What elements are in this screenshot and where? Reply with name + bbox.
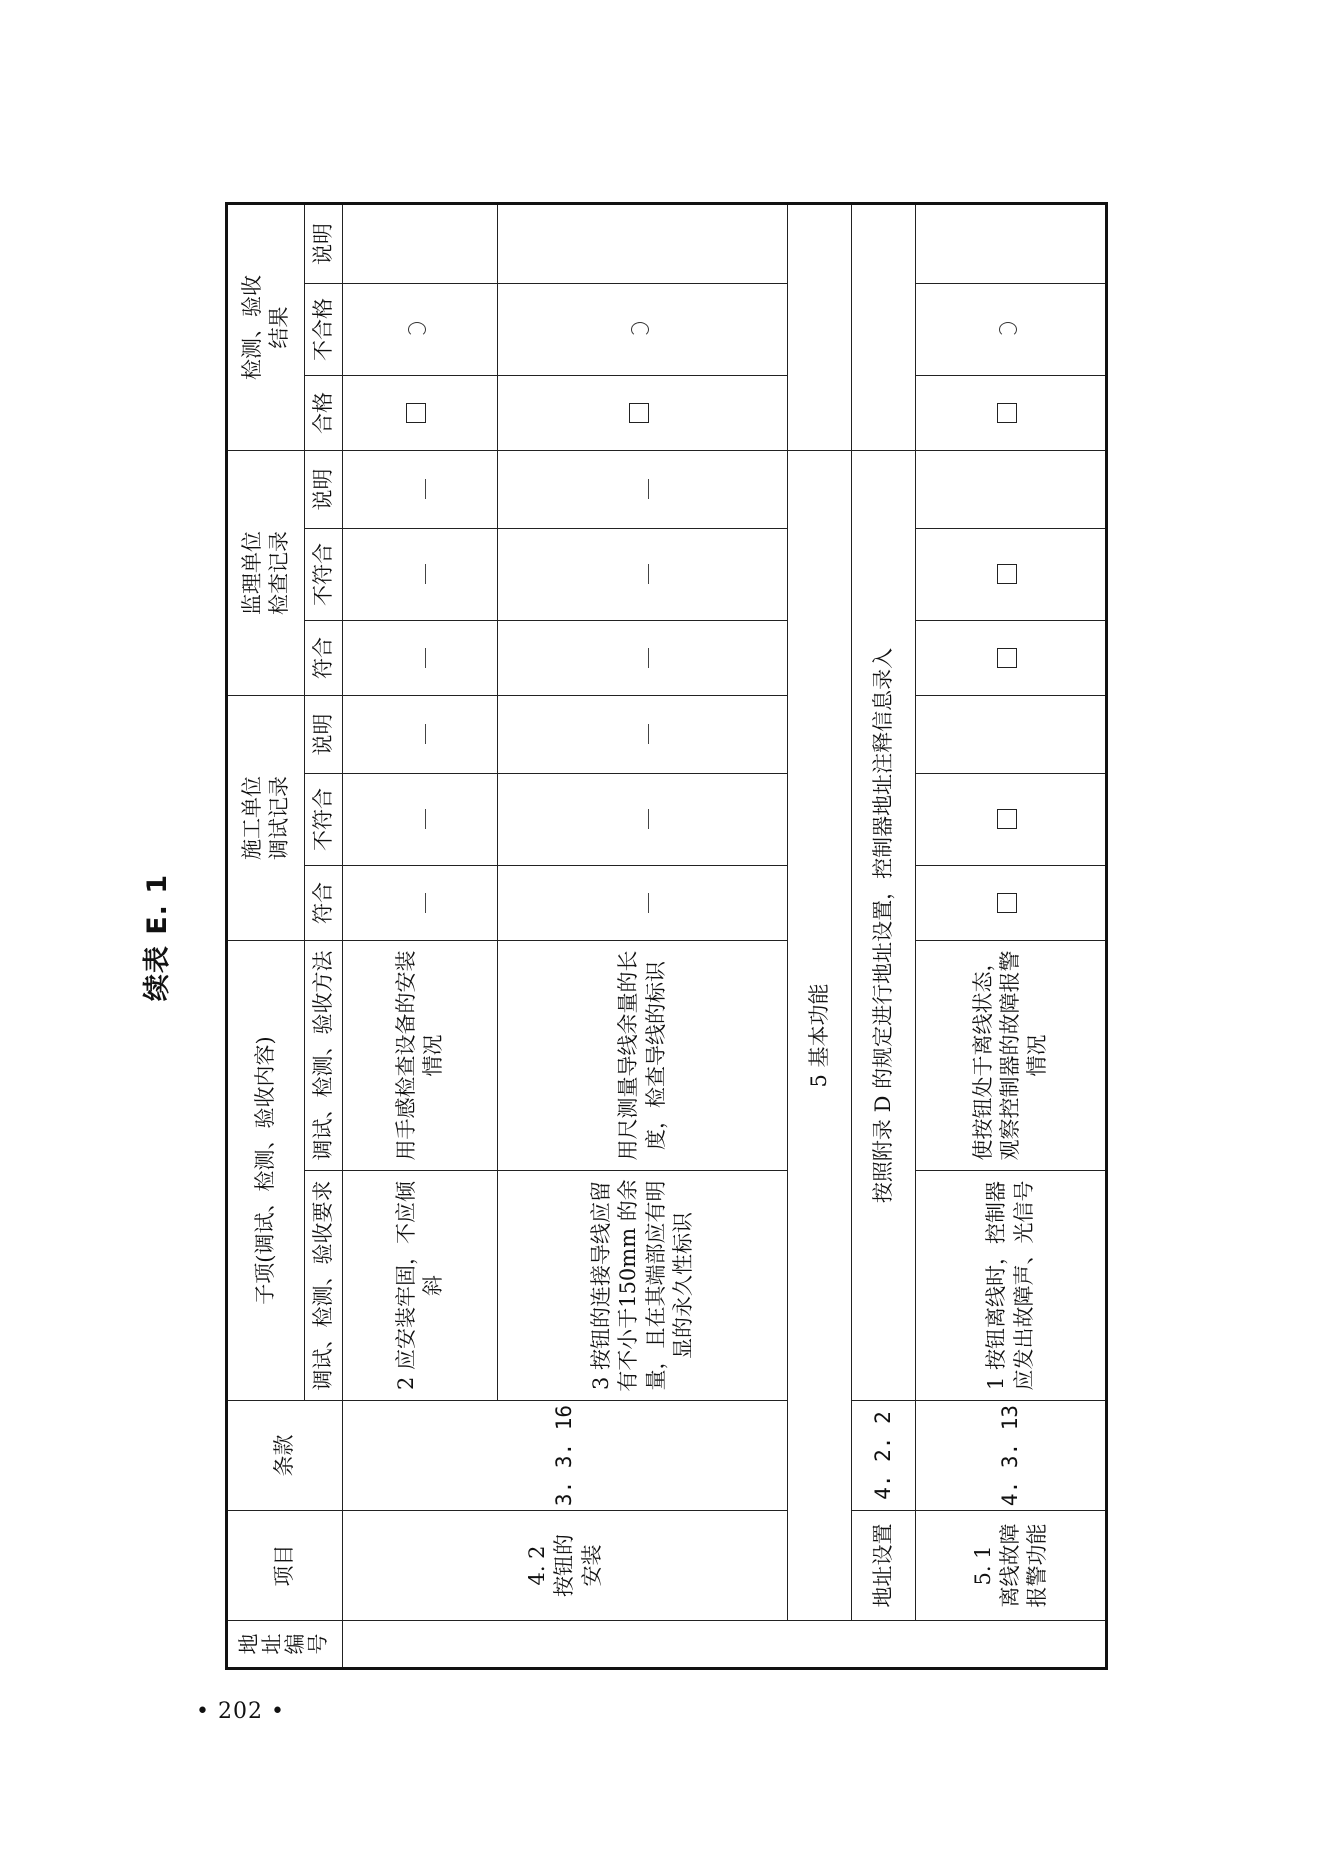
header-contractor-l2: 调试记录 — [267, 775, 291, 860]
contractor-note-cell — [498, 695, 788, 773]
contractor-note-cell — [343, 695, 498, 773]
checkbox-icon[interactable] — [997, 648, 1017, 668]
item-cell-4-2 — [343, 1511, 788, 1621]
checkbox-icon[interactable] — [997, 809, 1017, 829]
dash-mark — [425, 479, 426, 499]
header-result-pass: 合格 — [305, 375, 343, 450]
dash-mark — [648, 479, 649, 499]
checkbox-icon[interactable] — [997, 403, 1017, 423]
contractor-conform-cell — [498, 865, 788, 940]
checkbox-icon[interactable] — [997, 893, 1017, 913]
result-fail-cell[interactable] — [498, 283, 788, 375]
address-result-blank — [852, 203, 916, 450]
contractor-conform-cell — [343, 865, 498, 940]
result-fail-cell[interactable] — [343, 283, 498, 375]
result-note-cell — [916, 203, 1107, 283]
supervisor-note-cell — [498, 450, 788, 528]
table-row — [343, 203, 498, 1668]
item-number: 4. 2 — [525, 1545, 550, 1586]
header-row-1 — [227, 203, 305, 1668]
dash-mark — [648, 564, 649, 584]
header-supervisor-nonconform: 不符合 — [305, 528, 343, 620]
header-result-l1: 检测、验收 — [239, 274, 264, 380]
item-name-l2: 安装 — [579, 1544, 604, 1587]
checkbox-icon[interactable] — [629, 403, 649, 423]
section-title: 5 基本功能 — [788, 450, 852, 1620]
result-note-cell — [498, 203, 788, 283]
dash-mark — [425, 564, 426, 584]
result-pass-cell[interactable] — [343, 375, 498, 450]
address-content-cell: 按照附录 D 的规定进行地址设置，控制器地址注释信息录入 — [852, 450, 916, 1400]
contractor-nonconform-cell — [498, 773, 788, 865]
header-result-fail: 不合格 — [305, 283, 343, 375]
table-caption: 续表 E. 1 — [142, 873, 173, 1002]
address-row — [852, 203, 916, 1668]
header-supervisor-l2: 检查记录 — [267, 530, 291, 615]
requirement-cell: 2 应安装牢固，不应倾斜 — [343, 1171, 498, 1401]
table-row — [916, 203, 1107, 1668]
contractor-note-cell — [916, 695, 1107, 773]
item-name-l2: 报警功能 — [1025, 1523, 1050, 1608]
checkbox-icon[interactable] — [406, 403, 426, 423]
clause-cell: 3. 3. 16 — [343, 1401, 788, 1511]
supervisor-conform-cell — [498, 620, 788, 695]
circle-mark-icon[interactable] — [999, 322, 1017, 337]
result-pass-cell[interactable] — [916, 375, 1107, 450]
header-supervisor-l1: 监理单位 — [239, 530, 264, 615]
dash-mark — [648, 724, 649, 744]
item-name-l1: 按钮的 — [552, 1534, 577, 1597]
supervisor-note-cell — [343, 450, 498, 528]
dash-mark — [425, 648, 426, 668]
supervisor-conform-cell[interactable] — [916, 620, 1107, 695]
circle-mark-icon[interactable] — [408, 322, 426, 337]
dash-mark — [425, 893, 426, 913]
dash-mark — [648, 648, 649, 668]
header-subitem-group: 子项(调试、检测、验收内容) — [227, 940, 305, 1400]
supervisor-nonconform-cell[interactable] — [916, 528, 1107, 620]
header-supervisor-note: 说明 — [305, 450, 343, 528]
address-clause-cell: 4. 2. 2 — [852, 1401, 916, 1511]
header-contractor-note: 说明 — [305, 695, 343, 773]
inspection-table — [225, 202, 1108, 1670]
header-requirement: 调试、检测、验收要求 — [305, 1171, 343, 1401]
section-result-blank — [788, 203, 852, 450]
header-contractor-group — [227, 695, 305, 940]
dash-mark — [425, 724, 426, 744]
section-row — [788, 203, 852, 1668]
dash-mark — [648, 809, 649, 829]
supervisor-nonconform-cell — [498, 528, 788, 620]
header-address-no — [227, 1621, 343, 1669]
checkbox-icon[interactable] — [997, 564, 1017, 584]
result-fail-cell[interactable] — [916, 283, 1107, 375]
method-cell: 用手感检查设备的安装情况 — [343, 940, 498, 1170]
header-result-note: 说明 — [305, 203, 343, 283]
contractor-conform-cell[interactable] — [916, 865, 1107, 940]
header-contractor-conform: 符合 — [305, 865, 343, 940]
requirement-cell: 1 按钮离线时，控制器应发出故障声、光信号 — [916, 1171, 1107, 1401]
clause-cell: 4. 3. 13 — [916, 1401, 1107, 1511]
rotated-table-stage — [142, 205, 1105, 1670]
item-cell-5-1 — [916, 1511, 1107, 1621]
dash-mark — [648, 893, 649, 913]
header-address-no-text: 地址编号 — [236, 1633, 330, 1655]
header-supervisor-conform: 符合 — [305, 620, 343, 695]
page-number: • 202 • — [196, 1699, 285, 1724]
supervisor-conform-cell — [343, 620, 498, 695]
item-name-l1: 离线故障 — [997, 1523, 1022, 1608]
header-clause: 条款 — [227, 1401, 343, 1511]
address-item-cell: 地址设置 — [852, 1511, 916, 1621]
result-pass-cell[interactable] — [498, 375, 788, 450]
header-result-group — [227, 203, 305, 450]
header-contractor-l1: 施工单位 — [239, 775, 264, 860]
header-result-l2: 结果 — [267, 306, 291, 349]
supervisor-nonconform-cell — [343, 528, 498, 620]
dash-mark — [425, 809, 426, 829]
contractor-nonconform-cell — [343, 773, 498, 865]
contractor-nonconform-cell[interactable] — [916, 773, 1107, 865]
result-note-cell — [343, 203, 498, 283]
requirement-cell: 3 按钮的连接导线应留有不小于150mm 的余量，且在其端部应有明显的永久性标识 — [498, 1171, 788, 1401]
header-method: 调试、检测、验收方法 — [305, 940, 343, 1170]
circle-mark-icon[interactable] — [631, 322, 649, 337]
header-item: 项目 — [227, 1511, 343, 1621]
supervisor-note-cell — [916, 450, 1107, 528]
header-supervisor-group — [227, 450, 305, 695]
item-number: 5. 1 — [970, 1545, 995, 1586]
method-cell: 用尺测量导线余量的长度，检查导线的标识 — [498, 940, 788, 1170]
method-cell: 使按钮处于离线状态，观察控制器的故障报警情况 — [916, 940, 1107, 1170]
address-no-cell — [343, 1621, 1107, 1669]
header-contractor-nonconform: 不符合 — [305, 773, 343, 865]
